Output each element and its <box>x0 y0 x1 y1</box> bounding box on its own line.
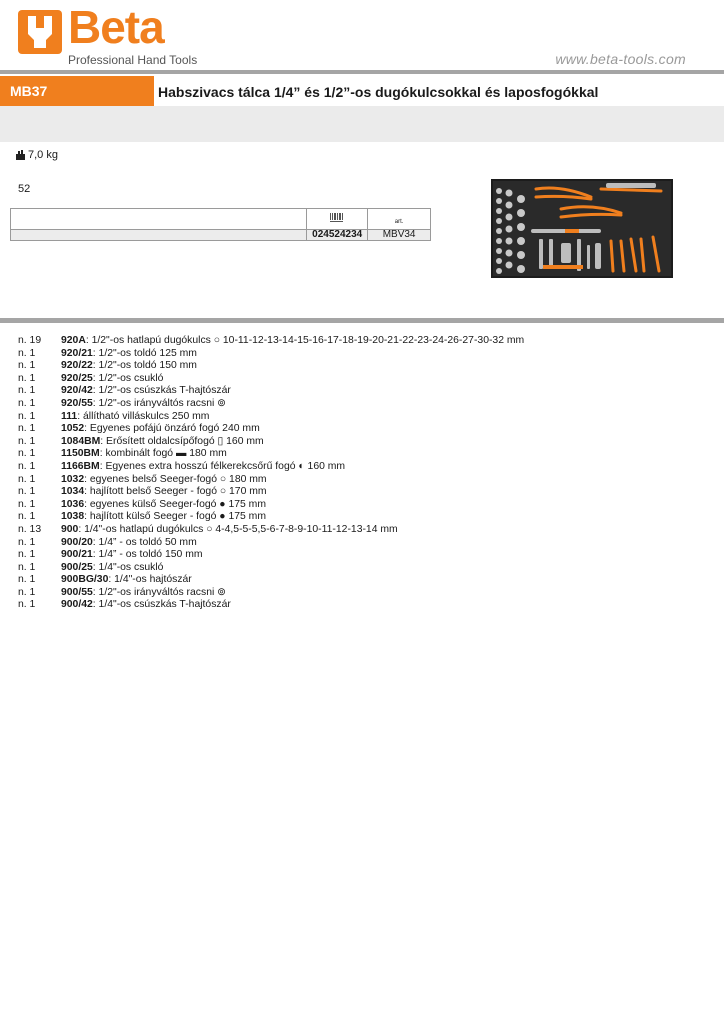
item-description <box>61 335 524 348</box>
list-item <box>18 423 524 436</box>
item-text: : 1/2"-os hatlapú dugókulcs ○ 10-11-12-13-14-15-16-17-18-19-20-21-22-23-24-26-27-30-32 mm <box>85 335 525 346</box>
item-description <box>61 562 163 575</box>
item-quantity: n. 13 <box>18 523 42 535</box>
item-code: 900BG/30 <box>61 574 109 586</box>
grey-band <box>0 106 724 142</box>
item-description <box>61 385 231 398</box>
item-text: : Egyenes extra hosszú félkerekcsőrű fogó ◐ 160 mm <box>99 460 346 472</box>
item-description <box>61 524 398 537</box>
item-description <box>61 448 227 461</box>
item-description <box>61 360 197 373</box>
item-quantity: n. 1 <box>18 536 36 548</box>
item-text: : Erősített oldalcsípőfogó ▯ 160 mm <box>100 435 264 447</box>
table-header-blank <box>11 209 307 230</box>
list-item <box>18 373 524 386</box>
product-title: Habszivacs tálca 1/4” és 1/2”-os dugókulcsokkal és laposfogókkal <box>158 84 599 100</box>
item-quantity: n. 1 <box>18 372 36 384</box>
item-code: 111 <box>61 410 78 422</box>
item-description <box>61 537 197 550</box>
table-cell-art: MBV34 <box>368 230 431 241</box>
item-quantity: n. 1 <box>18 511 36 523</box>
item-quantity: n. 1 <box>18 473 36 485</box>
item-code: 920/21 <box>61 347 93 359</box>
item-quantity: n. 1 <box>18 574 36 586</box>
list-item <box>18 524 524 537</box>
item-text: : 1/4” - os toldó 150 mm <box>92 549 203 561</box>
item-quantity: n. 1 <box>18 385 36 397</box>
item-quantity: n. 1 <box>18 347 36 359</box>
item-quantity: n. 1 <box>18 599 36 611</box>
item-text: : hajlított belső Seeger - fogó ○ 170 mm <box>84 486 267 498</box>
item-text: : 1/2"-os csukló <box>92 372 164 384</box>
item-quantity: n. 1 <box>18 360 36 372</box>
item-text: : Egyenes pofájú önzáró fogó 240 mm <box>84 423 260 435</box>
item-code: 900/42 <box>61 599 93 611</box>
list-item <box>18 461 524 474</box>
item-description <box>61 461 345 474</box>
item-quantity: n. 1 <box>18 460 36 472</box>
weight-value: 7,0 kg <box>28 149 58 161</box>
table-cell-code: 024524234 <box>307 230 368 241</box>
list-item <box>18 360 524 373</box>
item-description <box>61 373 163 386</box>
item-code: 920/25 <box>61 372 93 384</box>
item-quantity: n. 1 <box>18 397 36 409</box>
item-code: 920A <box>61 335 86 346</box>
brand-tagline: Professional Hand Tools <box>68 53 198 67</box>
item-description <box>61 398 226 411</box>
weight-info <box>16 149 58 161</box>
list-item <box>18 385 524 398</box>
item-text: : állítható villáskulcs 250 mm <box>77 410 210 422</box>
item-description <box>61 411 209 424</box>
item-description <box>61 499 266 512</box>
item-description <box>61 486 267 499</box>
item-text: : 1/4"-os csúszkás T-hajtószár <box>92 599 231 611</box>
list-item <box>18 499 524 512</box>
item-description <box>61 511 266 524</box>
list-item <box>18 511 524 524</box>
item-description <box>61 474 267 487</box>
items-list <box>18 335 524 612</box>
item-text: : kombinált fogó ▬ 180 mm <box>99 448 227 460</box>
item-description <box>61 348 197 361</box>
item-text: : 1/4"-os csukló <box>92 561 164 573</box>
item-code: 1150BM <box>61 448 100 460</box>
item-code: 1038 <box>61 511 85 523</box>
item-code: 1032 <box>61 473 85 485</box>
item-text: : egyenes belső Seeger-fogó ○ 180 mm <box>84 473 267 485</box>
barcode-icon <box>330 213 344 222</box>
item-text: : 1/2"-os irányváltós racsni ⊚ <box>92 397 226 409</box>
item-description <box>61 587 226 600</box>
list-item <box>18 599 524 612</box>
table-header-code <box>307 209 368 230</box>
header-divider <box>0 70 724 74</box>
list-item <box>18 398 524 411</box>
list-item <box>18 348 524 361</box>
item-code: 1052 <box>61 423 85 435</box>
item-description <box>61 599 231 612</box>
reference-table <box>10 208 431 241</box>
item-text: : 1/2"-os irányváltós racsni ⊚ <box>92 586 226 598</box>
wrench-logo-icon <box>18 10 62 54</box>
item-description <box>61 574 192 587</box>
item-text: : 1/4"-os hajtószár <box>108 574 192 586</box>
item-text: : 1/4"-os hatlapú dugókulcs ○ 4-4,5-5-5,5-6-7-8-9-10-11-12-13-14 mm <box>78 523 398 535</box>
list-item <box>18 486 524 499</box>
list-item <box>18 411 524 424</box>
item-text: : 1/2"-os toldó 150 mm <box>92 360 197 372</box>
item-quantity: n. 1 <box>18 486 36 498</box>
item-quantity: n. 19 <box>18 335 42 346</box>
weight-icon <box>16 150 25 160</box>
list-item <box>18 549 524 562</box>
item-code: 1036 <box>61 498 85 510</box>
item-quantity: n. 1 <box>18 561 36 573</box>
item-code: 900/25 <box>61 561 93 573</box>
item-text: : 1/2"-os toldó 125 mm <box>92 347 197 359</box>
product-tray-image <box>491 179 673 278</box>
item-text: : egyenes külső Seeger-fogó ● 175 mm <box>84 498 266 510</box>
item-text: : 1/4” - os toldó 50 mm <box>92 536 197 548</box>
item-code: 900/21 <box>61 549 93 561</box>
item-quantity: n. 1 <box>18 586 36 598</box>
item-quantity: n. 1 <box>18 423 36 435</box>
list-item <box>18 562 524 575</box>
website-link[interactable]: www.beta-tools.com <box>555 51 686 67</box>
product-code: MB37 <box>0 76 154 106</box>
item-description <box>61 549 203 562</box>
item-description <box>61 436 264 449</box>
item-text: : hajlított külső Seeger - fogó ● 175 mm <box>84 511 266 523</box>
section-divider <box>0 318 724 323</box>
item-code: 920/22 <box>61 360 93 372</box>
list-item <box>18 436 524 449</box>
list-item <box>18 587 524 600</box>
item-quantity: n. 1 <box>18 549 36 561</box>
item-quantity: n. 1 <box>18 410 36 422</box>
list-item <box>18 448 524 461</box>
item-code: 900/20 <box>61 536 93 548</box>
piece-count: 52 <box>18 183 31 195</box>
item-code: 1166BM <box>61 460 100 472</box>
item-text: : 1/2"-os csúszkás T-hajtószár <box>92 385 231 397</box>
table-cell-blank <box>11 230 307 241</box>
item-code: 1034 <box>61 486 85 498</box>
list-item <box>18 474 524 487</box>
list-item <box>18 537 524 550</box>
list-item <box>18 335 524 348</box>
table-header-art: art. <box>368 209 431 230</box>
item-quantity: n. 1 <box>18 498 36 510</box>
item-quantity: n. 1 <box>18 448 36 460</box>
item-quantity: n. 1 <box>18 435 36 447</box>
item-description <box>61 423 260 436</box>
item-code: 920/42 <box>61 385 93 397</box>
item-code: 920/55 <box>61 397 93 409</box>
list-item <box>18 574 524 587</box>
item-code: 900 <box>61 523 79 535</box>
item-code: 900/55 <box>61 586 93 598</box>
brand-name: Beta <box>68 1 164 53</box>
item-code: 1084BM <box>61 435 101 447</box>
